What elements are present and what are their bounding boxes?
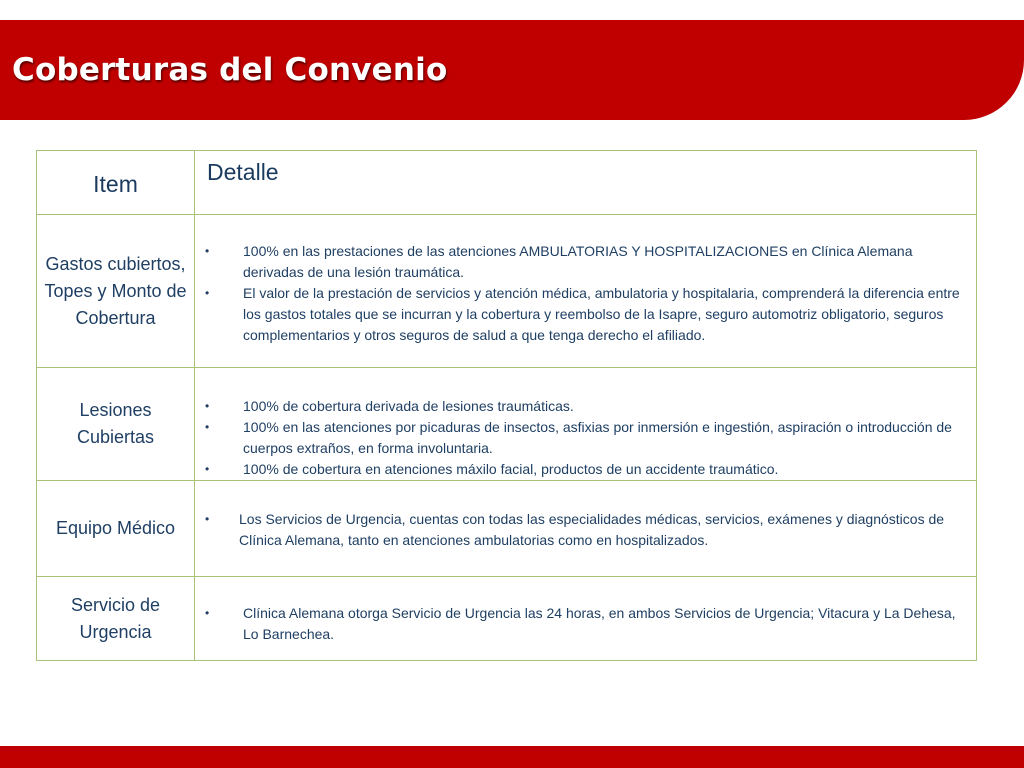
bullet-list <box>205 603 968 645</box>
table-row <box>37 481 977 577</box>
footer-bar <box>0 746 1024 768</box>
bullet-item: • 100% en las atenciones por picaduras de insectos, asfixias por inmersión e ingestión, aspiración o introducción de cuerpos extraños, en forma involuntaria. <box>205 417 968 459</box>
table-row <box>37 368 977 481</box>
row-detail-gastos <box>195 215 977 368</box>
row-item-gastos: Gastos cubiertos, Topes y Monto de Cobertura <box>37 215 195 368</box>
row-detail-equipo <box>195 481 977 577</box>
bullet-item: • El valor de la prestación de servicios y atención médica, ambulatoria y hospitalaria, comprenderá la diferencia entre los gastos totales que se incurran y la cobertura y reembolso de la Isapre, seguro automotriz obligatorio, seguros complementarios y otros seguros de salud a que tenga derecho el afiliado. <box>205 283 968 346</box>
bullet-item: • Clínica Alemana otorga Servicio de Urgencia las 24 horas, en ambos Servicios de Urgencia; Vitacura y La Dehesa, Lo Barnechea. <box>205 603 968 645</box>
table-row <box>37 577 977 661</box>
row-item-urgencia: Servicio de Urgencia <box>37 577 195 661</box>
header-item: Item <box>37 151 195 215</box>
bullet-list <box>205 509 968 551</box>
slide-title: Coberturas del Convenio <box>12 52 448 88</box>
row-item-equipo: Equipo Médico <box>37 481 195 577</box>
row-detail-lesiones <box>195 368 977 481</box>
bullet-item: • 100% de cobertura derivada de lesiones traumáticas. <box>205 396 968 417</box>
table-header-row <box>37 151 977 215</box>
header-detail: Detalle <box>195 151 977 215</box>
bullet-item: • 100% de cobertura en atenciones máxilo facial, productos de un accidente traumático. <box>205 459 968 480</box>
bullet-item: • 100% en las prestaciones de las atenciones AMBULATORIAS Y HOSPITALIZACIONES en Clínica Alemana derivadas de una lesión traumática. <box>205 241 968 283</box>
table-row <box>37 215 977 368</box>
title-banner <box>0 20 1024 120</box>
bullet-item: • Los Servicios de Urgencia, cuentas con todas las especialidades médicas, servicios, exámenes y diagnósticos de Clínica Alemana, tanto en atenciones ambulatorias como en hospitalizados. <box>205 509 968 551</box>
row-detail-urgencia <box>195 577 977 661</box>
bullet-list <box>205 241 968 346</box>
coverage-table <box>36 150 977 661</box>
bullet-list <box>205 396 968 480</box>
row-item-lesiones: Lesiones Cubiertas <box>37 368 195 481</box>
